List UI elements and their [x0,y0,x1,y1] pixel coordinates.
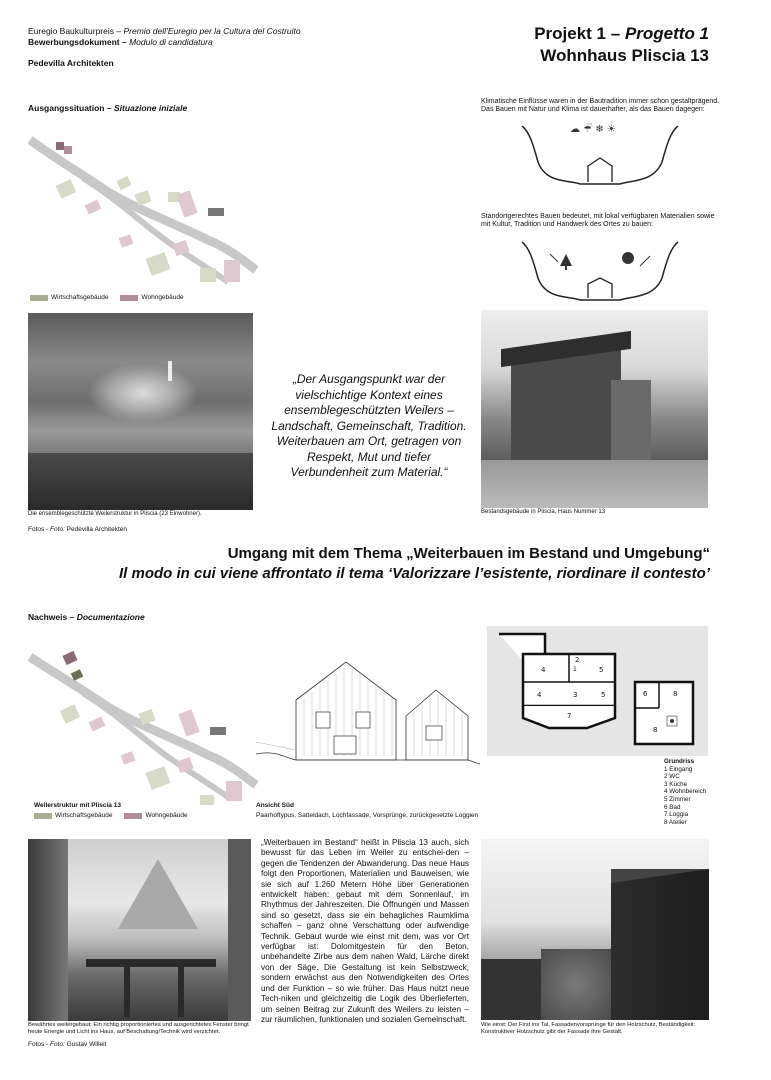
legend-swatch-wirtschaft [30,295,48,301]
legend-swatch-wohn [120,295,138,301]
legend-swatch-wirtschaft-2 [34,813,52,819]
legend-label-wirtschaft: Wirtschaftsgebäude [51,294,109,301]
climate-text: Klimatische Einflüsse waren in der Bautradition immer schon gestaltprägend. Das Bauen mit Natur und Klima ist dauerhafter, als das Bauen dagegen: [481,98,720,113]
caption-village: Die ensemblegeschützte Weilerstruktur in Pliscia (23 Einwohner). [28,511,202,517]
site-map-existing [28,130,258,292]
legend-label-wirtschaft-2: Wirtschaftsgebäude [55,812,113,819]
local-material-text: Standortgerechtes Bauen bedeutet, mit lokal verfügbaren Materialien sowie mit Kultur, Tradition und Handwerk des Ortes zu bauen: [481,213,715,228]
floor-plan-legend-item: 7 Loggia [664,811,689,819]
svg-text:6: 6 [643,690,648,698]
photo-credit-1: Fotos - Foto: Pedevilla Architekten [28,526,128,533]
svg-text:3: 3 [573,691,578,699]
local-material-diagram [520,234,680,306]
floor-plan-legend-item: 1 Eingang [664,765,693,773]
caption-existing-house: Bestandsgebäude in Pliscia, Haus Nummer 13 [481,509,606,515]
floor-plan-legend-item: 8 Atelier [664,818,687,826]
svg-text:5: 5 [599,666,604,674]
floor-plan-legend-item: 6 Bad [664,803,681,811]
project-number: Projekt 1 – Progetto 1 [534,24,709,43]
elevation-caption: Paarhoftypus, Satteldach, Lochfassade, Vorsprünge, zurückgesetzte Loggien [256,812,479,819]
svg-text:☁ ☔ ❄ ☀: ☁ ☔ ❄ ☀ [570,124,616,135]
floor-plan [487,626,708,756]
architect-name: Pedevilla Architekten [28,58,114,68]
floor-plan-legend-item: 2 WC [664,773,680,781]
caption-interior: Bewährtes weitergebaut: Ein richtig proportioniertes und ausgerichtetes Fenster bringt heute Energie und Licht ins Haus, auf Beschattung/Technik wird verzichtet. [28,1022,249,1035]
floor-plan-legend-item: 3 Küche [664,780,688,788]
svg-text:1: 1 [573,666,577,673]
theme-title-de: Umgang mit dem Thema „Weiterbauen im Bestand und Umgebung“ [227,545,710,562]
photo-village [28,313,253,510]
legend-label-wohn-2: Wohngebäude [145,812,188,819]
svg-text:8: 8 [673,690,678,698]
elevation-title: Ansicht Süd [256,802,294,809]
climate-diagram [520,118,680,190]
photo-existing-house [481,310,708,508]
svg-text:8: 8 [653,726,658,734]
legend-swatch-wohn-2 [124,813,142,819]
floor-plan-legend-item: 5 Zimmer [664,795,691,803]
floor-plan-legend-title: Grundriss [664,758,695,765]
floor-plan-legend [664,758,706,826]
header-org-line: Euregio Baukulturpreis – Premio dell’Euregio per la Cultura del Costruito [28,26,301,36]
svg-text:4: 4 [537,691,542,699]
photo-exterior [481,839,709,1020]
legend-label-wohn: Wohngebäude [141,294,184,301]
legend-project [34,812,188,819]
floor-plan-legend-item: 4 Wohnbereich [664,788,707,796]
svg-text:5: 5 [601,691,606,699]
quote-text: „Der Ausgangspunkt war der vielschichtige Kontext eines ensemblegeschützten Weilers – Landschaft, Gemeinschaft, Tradition. Weiterbauen am Ort, getragen von Respekt, Mut und tiefer Verbundenheit zum Material.“ [271,372,467,479]
legend-existing [30,294,184,301]
project-title: Wohnhaus Pliscia 13 [540,46,709,65]
body-text: „Weiterbauen im Bestand“ heißt in Pliscia 13 auch, sich bewusst für das Leben im Weiler zu entschei-den – gegen die Tendenzen der Abwanderung. Das neue Haus folgt den Proportionen, Materialien und Bauweisen, wie sie sich auf 1.260 Metern Höhe über Generationen entwickelt haben: gebaut mit dem Sonnenlauf, im Rhythmus der Jahreszeiten. Die Öffnungen und Massen sind so gesetzt, dass sie ein behagliches Raumklima schaffen – ganz ohne Verschattung oder aufwendige Technik. Gebaut wurde wie einst mit dem, was vor Ort verfügbar ist: Dolomitgestein für den Beton, unbehandelte Zirbe aus dem nahen Wald, Lärche direkt von der Säge. Die Gestaltung ist kein Selbstzweck, sondern erwächst aus den Notwendigkeiten des Ortes und der Funktion – so wie früher. Das Haus nutzt neue Tech-niken und gleichzeitig die Logik des Überlieferten, um seinen Beitrag zur Zukunft des Weilers zu leisten – zur räumlichen, funktionalen und sozialen Gemeinschaft. [261,838,469,1024]
photo-credit-2: Fotos - Foto: Gustav Willeit [28,1041,107,1048]
theme-title-it: Il modo in cui viene affrontato il tema ‘Valorizzare l’esistente, riordinare il contesto’ [119,565,710,582]
section2-heading: Nachweis – Documentazione [28,612,145,622]
svg-text:7: 7 [567,712,572,720]
elevation-south-drawing [256,650,480,800]
photo-interior [28,839,251,1021]
site-map-with-project [28,645,258,805]
svg-text:4: 4 [541,666,546,674]
caption-exterior: Wie einst: Der First ins Tal, Fassadenvorsprünge für den Holzschutz, Beständigkeit: Konstruktiver Holzschutz gibt der Fassade ihre Gestalt. [481,1022,696,1035]
map-title-project: Weilerstruktur mit Pliscia 13 [34,802,121,809]
section1-heading: Ausgangssituation – Situazione iniziale [28,103,188,113]
svg-text:2: 2 [575,656,580,664]
header-doc-line: Bewerbungsdokument – Modulo di candidatura [28,37,213,47]
